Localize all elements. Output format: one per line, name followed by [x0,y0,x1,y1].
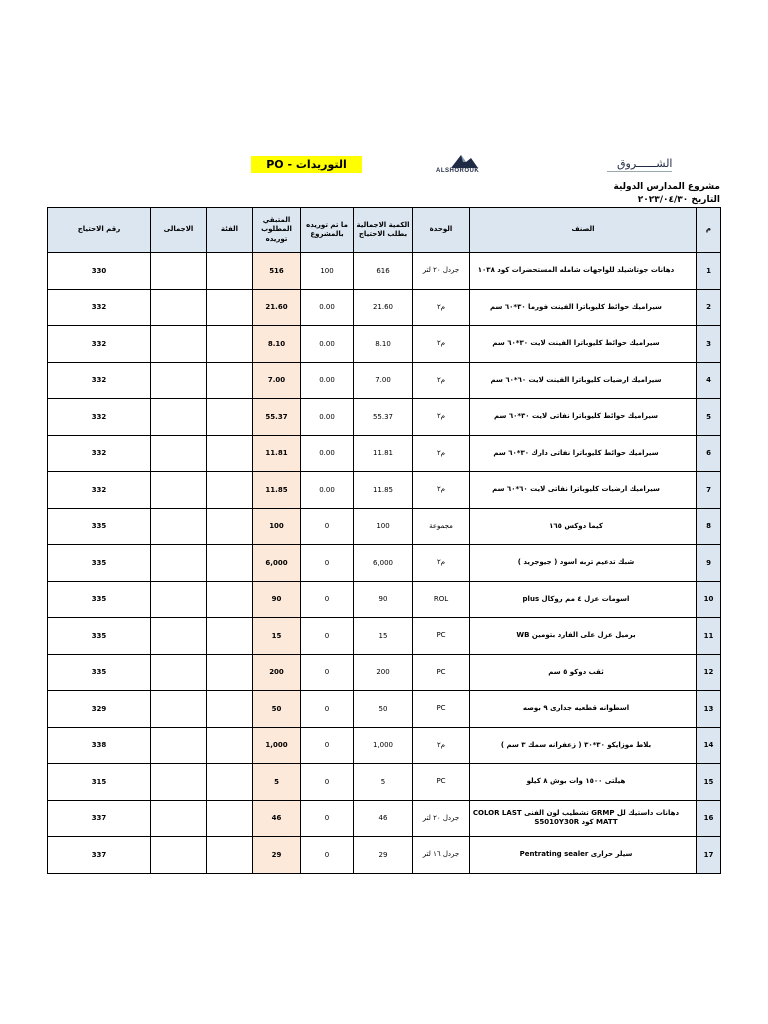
table-row [48,545,721,582]
cell-total [151,581,207,618]
cell-remaining: 50 [253,691,301,728]
cell-category [207,654,253,691]
cell-remaining: 6,000 [253,545,301,582]
cell-unit: PC [413,691,470,728]
cell-num: 7 [697,472,721,509]
cell-total [151,837,207,874]
cell-total-qty: 616 [354,253,413,290]
cell-num: 4 [697,362,721,399]
table-row [48,654,721,691]
cell-supplied: 0 [301,800,354,837]
cell-category [207,326,253,363]
document-date: التاريخ ٢٠٢٣/٠٤/٣٠ [637,195,720,205]
cell-unit: جردل ١٦ لتر [413,837,470,874]
cell-num: 14 [697,727,721,764]
table-row [48,764,721,801]
supply-table [47,207,721,874]
cell-desc: اسطوانه قطعيه جدارى ٩ بوصه [470,691,697,728]
cell-category [207,727,253,764]
table-row [48,837,721,874]
cell-total-qty: 29 [354,837,413,874]
cell-unit: PC [413,764,470,801]
cell-supplied: 0.00 [301,289,354,326]
cell-desc: دهانات جوتاشيلد للواجهات شامله المستحضرات كود ١٠٣٨ [470,253,697,290]
cell-post-no: 332 [48,326,151,363]
table-row [48,691,721,728]
cell-unit: م٢ [413,326,470,363]
cell-desc: برميل عزل على الفارد بتومين WB [470,618,697,655]
cell-num: 10 [697,581,721,618]
cell-total-qty: 7.00 [354,362,413,399]
cell-total-qty: 11.85 [354,472,413,509]
cell-supplied: 100 [301,253,354,290]
cell-total [151,618,207,655]
cell-category [207,289,253,326]
cell-post-no: 332 [48,362,151,399]
cell-total-qty: 50 [354,691,413,728]
cell-remaining: 55.37 [253,399,301,436]
cell-unit: م٢ [413,289,470,326]
cell-category [207,472,253,509]
project-title: مشروع المدارس الدولية [613,182,720,192]
cell-total-qty: 55.37 [354,399,413,436]
cell-category [207,581,253,618]
cell-unit: PC [413,654,470,691]
cell-post-no: 332 [48,435,151,472]
cell-num: 3 [697,326,721,363]
cell-num: 15 [697,764,721,801]
cell-remaining: 200 [253,654,301,691]
header-remaining: المتبقي المطلوب توريده [253,208,301,253]
company-name-en: ALSHOROUK [436,168,480,174]
cell-total [151,800,207,837]
cell-num: 1 [697,253,721,290]
cell-post-no: 337 [48,800,151,837]
cell-num: 8 [697,508,721,545]
cell-supplied: 0 [301,508,354,545]
cell-total [151,727,207,764]
cell-total-qty: 90 [354,581,413,618]
cell-category [207,508,253,545]
cell-desc: كيما دوكس ١٦٥ [470,508,697,545]
cell-post-no: 330 [48,253,151,290]
cell-remaining: 5 [253,764,301,801]
cell-supplied: 0 [301,727,354,764]
cell-category [207,399,253,436]
header-category: الفئة [207,208,253,253]
cell-unit: ROL [413,581,470,618]
cell-desc: بلاط موزايكو ٣٠*٣٠ ( زعفرانه سمك ٣ سم ) [470,727,697,764]
cell-remaining: 15 [253,618,301,655]
cell-total-qty: 15 [354,618,413,655]
cell-unit: م٢ [413,435,470,472]
cell-remaining: 29 [253,837,301,874]
cell-total [151,472,207,509]
cell-num: 12 [697,654,721,691]
cell-total [151,326,207,363]
cell-supplied: 0.00 [301,326,354,363]
header-total: الاجمالى [151,208,207,253]
cell-total-qty: 21.60 [354,289,413,326]
cell-supplied: 0 [301,581,354,618]
cell-supplied: 0 [301,691,354,728]
cell-unit: PC [413,618,470,655]
cell-num: 16 [697,800,721,837]
cell-num: 6 [697,435,721,472]
cell-remaining: 11.85 [253,472,301,509]
table-row [48,581,721,618]
cell-total [151,435,207,472]
cell-post-no: 332 [48,289,151,326]
cell-total [151,691,207,728]
cell-desc: اسومات عزل ٤ مم روكال plus [470,581,697,618]
table-row [48,508,721,545]
cell-unit: م٢ [413,545,470,582]
cell-remaining: 21.60 [253,289,301,326]
cell-desc: شبك تدعيم تربه اسود ( جيوجريد ) [470,545,697,582]
cell-desc: سيراميك ارضيات كليوباترا نفاتى لايت ٦٠*٦٠ سم [470,472,697,509]
cell-remaining: 8.10 [253,326,301,363]
cell-post-no: 335 [48,508,151,545]
cell-num: 2 [697,289,721,326]
cell-desc: هيلتى ١٥٠٠ وات بوش ٨ كيلو [470,764,697,801]
cell-remaining: 7.00 [253,362,301,399]
cell-remaining: 100 [253,508,301,545]
cell-supplied: 0 [301,545,354,582]
cell-desc: سيراميك ارضيات كليوباترا الفينت لايت ٦٠*٦٠ سم [470,362,697,399]
cell-post-no: 335 [48,581,151,618]
cell-desc: سيلر حرارى Pentrating sealer [470,837,697,874]
header-total-qty: الكمية الاجمالية بطلب الاحتياج [354,208,413,253]
cell-desc: سيراميك حوائط كليوباترا نفاتى لايت ٣٠*٦٠ سم [470,399,697,436]
company-name-ar: الشــــــروق [617,157,673,170]
header-supplied: ما تم توريده بالمشروع [301,208,354,253]
cell-unit: جردل ٢٠ لتر [413,253,470,290]
cell-category [207,618,253,655]
company-logo [421,150,681,180]
cell-category [207,800,253,837]
header-post-no: رقم الاحتياج [48,208,151,253]
table-header-row [48,208,721,253]
cell-supplied: 0 [301,764,354,801]
cell-category [207,837,253,874]
cell-total-qty: 1,000 [354,727,413,764]
cell-post-no: 335 [48,654,151,691]
cell-unit: م٢ [413,727,470,764]
cell-num: 5 [697,399,721,436]
cell-total [151,289,207,326]
cell-total [151,399,207,436]
cell-unit: م٢ [413,362,470,399]
cell-supplied: 0 [301,654,354,691]
header-num: م [697,208,721,253]
cell-remaining: 1,000 [253,727,301,764]
table-row [48,362,721,399]
cell-post-no: 337 [48,837,151,874]
table-row [48,472,721,509]
cell-remaining: 516 [253,253,301,290]
cell-supplied: 0 [301,837,354,874]
cell-post-no: 335 [48,618,151,655]
cell-total [151,362,207,399]
cell-total [151,545,207,582]
cell-post-no: 335 [48,545,151,582]
cell-category [207,435,253,472]
cell-total-qty: 5 [354,764,413,801]
cell-category [207,764,253,801]
cell-total [151,253,207,290]
cell-total-qty: 200 [354,654,413,691]
table-row [48,727,721,764]
cell-post-no: 332 [48,399,151,436]
cell-remaining: 46 [253,800,301,837]
po-label: التوريدات - PO [251,156,362,173]
cell-post-no: 315 [48,764,151,801]
cell-category [207,253,253,290]
cell-post-no: 329 [48,691,151,728]
cell-post-no: 338 [48,727,151,764]
header-desc: الصنف [470,208,697,253]
logo-mark-icon [449,153,479,169]
cell-num: 9 [697,545,721,582]
table-row [48,253,721,290]
cell-category [207,691,253,728]
cell-post-no: 332 [48,472,151,509]
table-row [48,289,721,326]
cell-remaining: 11.81 [253,435,301,472]
header-unit: الوحدة [413,208,470,253]
cell-category [207,545,253,582]
table-row [48,618,721,655]
cell-total-qty: 6,000 [354,545,413,582]
cell-desc: ثقب دوكو ٥ سم [470,654,697,691]
cell-unit: جردل ٢٠ لتر [413,800,470,837]
cell-supplied: 0.00 [301,399,354,436]
logo-divider [607,171,672,172]
cell-desc: سيراميك حوائط كليوباترا الفينت لايت ٣٠*٦٠ سم [470,326,697,363]
cell-num: 17 [697,837,721,874]
cell-supplied: 0 [301,618,354,655]
table-row [48,326,721,363]
table-row [48,399,721,436]
cell-unit: م٢ [413,472,470,509]
cell-total-qty: 11.81 [354,435,413,472]
table-row [48,800,721,837]
cell-desc: دهانات داستيك لل GRMP تشطيب لون الفنى COLOR LAST MATT كود S5010Y30R [470,800,697,837]
cell-remaining: 90 [253,581,301,618]
cell-desc: سيراميك حوائط كليوباترا الفينت فورما ٣٠*٦٠ سم [470,289,697,326]
cell-unit: مجموعة [413,508,470,545]
cell-num: 13 [697,691,721,728]
cell-supplied: 0.00 [301,435,354,472]
cell-total [151,764,207,801]
cell-total-qty: 100 [354,508,413,545]
cell-desc: سيراميك حوائط كليوباترا نفاتى دارك ٣٠*٦٠ سم [470,435,697,472]
table-row [48,435,721,472]
cell-total-qty: 46 [354,800,413,837]
cell-supplied: 0.00 [301,362,354,399]
cell-total [151,654,207,691]
cell-total [151,508,207,545]
cell-category [207,362,253,399]
cell-supplied: 0.00 [301,472,354,509]
cell-num: 11 [697,618,721,655]
cell-unit: م٢ [413,399,470,436]
cell-total-qty: 8.10 [354,326,413,363]
